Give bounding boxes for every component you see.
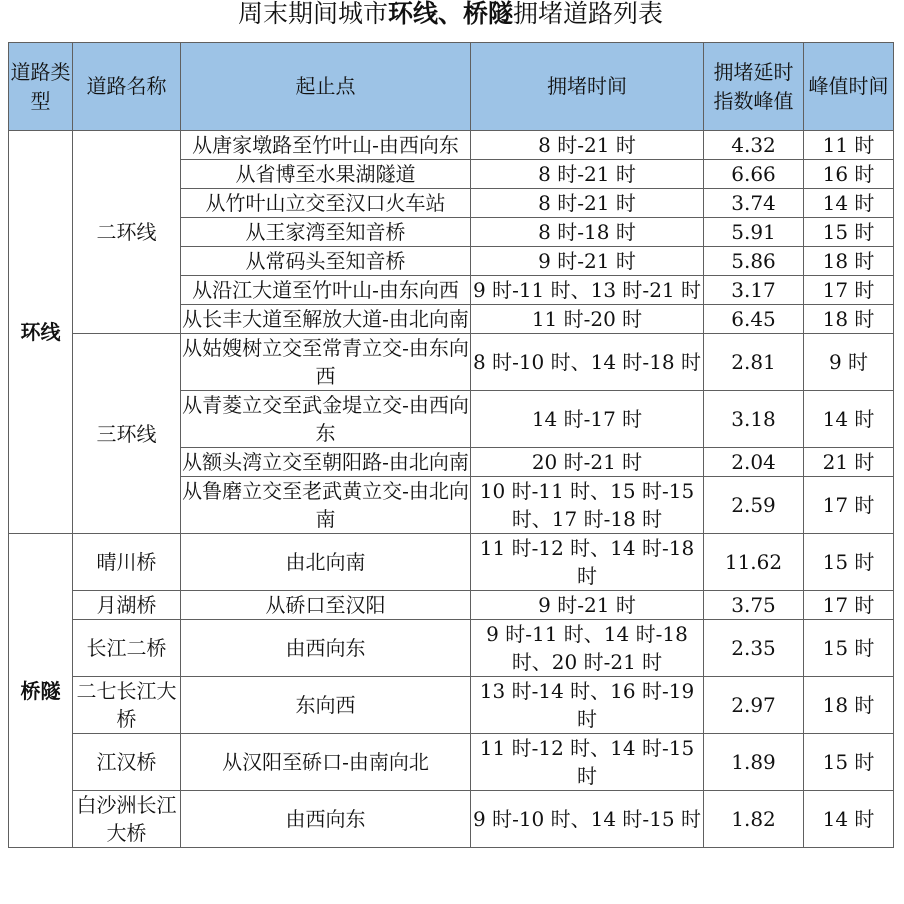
congestion-time-cell: 9 时-11 时、14 时-18 时、20 时-21 时 [471,620,704,677]
header-row [9,43,894,131]
congestion-time-cell: 9 时-21 时 [471,247,704,276]
road-name-cell: 白沙洲长江大桥 [73,791,181,848]
congestion-time-cell: 8 时-18 时 [471,218,704,247]
table-row [9,534,894,591]
delay-index-cell: 1.89 [704,734,804,791]
delay-index-cell: 2.35 [704,620,804,677]
congestion-time-cell: 9 时-10 时、14 时-15 时 [471,791,704,848]
delay-index-cell: 2.97 [704,677,804,734]
peak-time-cell: 16 时 [804,160,894,189]
table-header [9,43,894,131]
congestion-time-cell: 14 时-17 时 [471,391,704,448]
start-end-cell: 从汉阳至硚口-由南向北 [181,734,471,791]
header-delay-index: 拥堵延时指数峰值 [704,43,804,131]
peak-time-cell: 15 时 [804,534,894,591]
delay-index-cell: 6.45 [704,305,804,334]
road-name-cell: 江汉桥 [73,734,181,791]
delay-index-cell: 2.04 [704,448,804,477]
road-name-cell: 二七长江大桥 [73,677,181,734]
delay-index-cell: 2.81 [704,334,804,391]
peak-time-cell: 14 时 [804,189,894,218]
road-type-cell: 桥隧 [9,534,73,848]
table-row [9,620,894,677]
delay-index-cell: 6.66 [704,160,804,189]
peak-time-cell: 11 时 [804,131,894,160]
delay-index-cell: 3.18 [704,391,804,448]
start-end-cell: 由北向南 [181,534,471,591]
congestion-time-cell: 8 时-10 时、14 时-18 时 [471,334,704,391]
start-end-cell: 从沿江大道至竹叶山-由东向西 [181,276,471,305]
delay-index-cell: 3.74 [704,189,804,218]
header-congestion-time: 拥堵时间 [471,43,704,131]
start-end-cell: 从竹叶山立交至汉口火车站 [181,189,471,218]
start-end-cell: 从王家湾至知音桥 [181,218,471,247]
congestion-time-cell: 8 时-21 时 [471,160,704,189]
title-suffix: 拥堵道路列表 [513,0,664,28]
title-prefix: 周末期间城市 [237,0,388,28]
delay-index-cell: 3.75 [704,591,804,620]
peak-time-cell: 17 时 [804,276,894,305]
start-end-cell: 从唐家墩路至竹叶山-由西向东 [181,131,471,160]
delay-index-cell: 5.86 [704,247,804,276]
peak-time-cell: 18 时 [804,247,894,276]
delay-index-cell: 5.91 [704,218,804,247]
congestion-time-cell: 9 时-21 时 [471,591,704,620]
road-type-cell: 环线 [9,131,73,534]
delay-index-cell: 2.59 [704,477,804,534]
start-end-cell: 从省博至水果湖隧道 [181,160,471,189]
start-end-cell: 从额头湾立交至朝阳路-由北向南 [181,448,471,477]
peak-time-cell: 15 时 [804,218,894,247]
road-name-cell: 三环线 [73,334,181,534]
peak-time-cell: 21 时 [804,448,894,477]
header-road-name: 道路名称 [73,43,181,131]
header-peak-time: 峰值时间 [804,43,894,131]
congestion-time-cell: 10 时-11 时、15 时-15 时、17 时-18 时 [471,477,704,534]
delay-index-cell: 3.17 [704,276,804,305]
congestion-time-cell: 11 时-12 时、14 时-15 时 [471,734,704,791]
table-row [9,131,894,160]
delay-index-cell: 1.82 [704,791,804,848]
start-end-cell: 从青菱立交至武金堤立交-由西向东 [181,391,471,448]
delay-index-cell: 4.32 [704,131,804,160]
peak-time-cell: 17 时 [804,477,894,534]
header-start-end: 起止点 [181,43,471,131]
congestion-time-cell: 11 时-20 时 [471,305,704,334]
table-row [9,734,894,791]
congestion-table [8,42,894,848]
peak-time-cell: 18 时 [804,305,894,334]
table-row [9,791,894,848]
peak-time-cell: 14 时 [804,791,894,848]
start-end-cell: 由西向东 [181,620,471,677]
peak-time-cell: 9 时 [804,334,894,391]
start-end-cell: 从姑嫂树立交至常青立交-由东向西 [181,334,471,391]
page-title [8,0,893,41]
peak-time-cell: 15 时 [804,734,894,791]
congestion-time-cell: 20 时-21 时 [471,448,704,477]
congestion-time-cell: 8 时-21 时 [471,131,704,160]
road-name-cell: 二环线 [73,131,181,334]
start-end-cell: 从常码头至知音桥 [181,247,471,276]
congestion-time-cell: 13 时-14 时、16 时-19 时 [471,677,704,734]
header-road-type: 道路类型 [9,43,73,131]
table-row [9,591,894,620]
congestion-time-cell: 11 时-12 时、14 时-18 时 [471,534,704,591]
delay-index-cell: 11.62 [704,534,804,591]
road-name-cell: 长江二桥 [73,620,181,677]
peak-time-cell: 18 时 [804,677,894,734]
peak-time-cell: 17 时 [804,591,894,620]
peak-time-cell: 15 时 [804,620,894,677]
table-body [9,131,894,848]
start-end-cell: 东向西 [181,677,471,734]
start-end-cell: 从鲁磨立交至老武黄立交-由北向南 [181,477,471,534]
title-bold-part: 环线、桥隧 [387,0,513,28]
start-end-cell: 从长丰大道至解放大道-由北向南 [181,305,471,334]
congestion-time-cell: 9 时-11 时、13 时-21 时 [471,276,704,305]
start-end-cell: 从硚口至汉阳 [181,591,471,620]
road-name-cell: 晴川桥 [73,534,181,591]
table-row [9,334,894,391]
road-name-cell: 月湖桥 [73,591,181,620]
peak-time-cell: 14 时 [804,391,894,448]
table-row [9,677,894,734]
congestion-time-cell: 8 时-21 时 [471,189,704,218]
start-end-cell: 由西向东 [181,791,471,848]
